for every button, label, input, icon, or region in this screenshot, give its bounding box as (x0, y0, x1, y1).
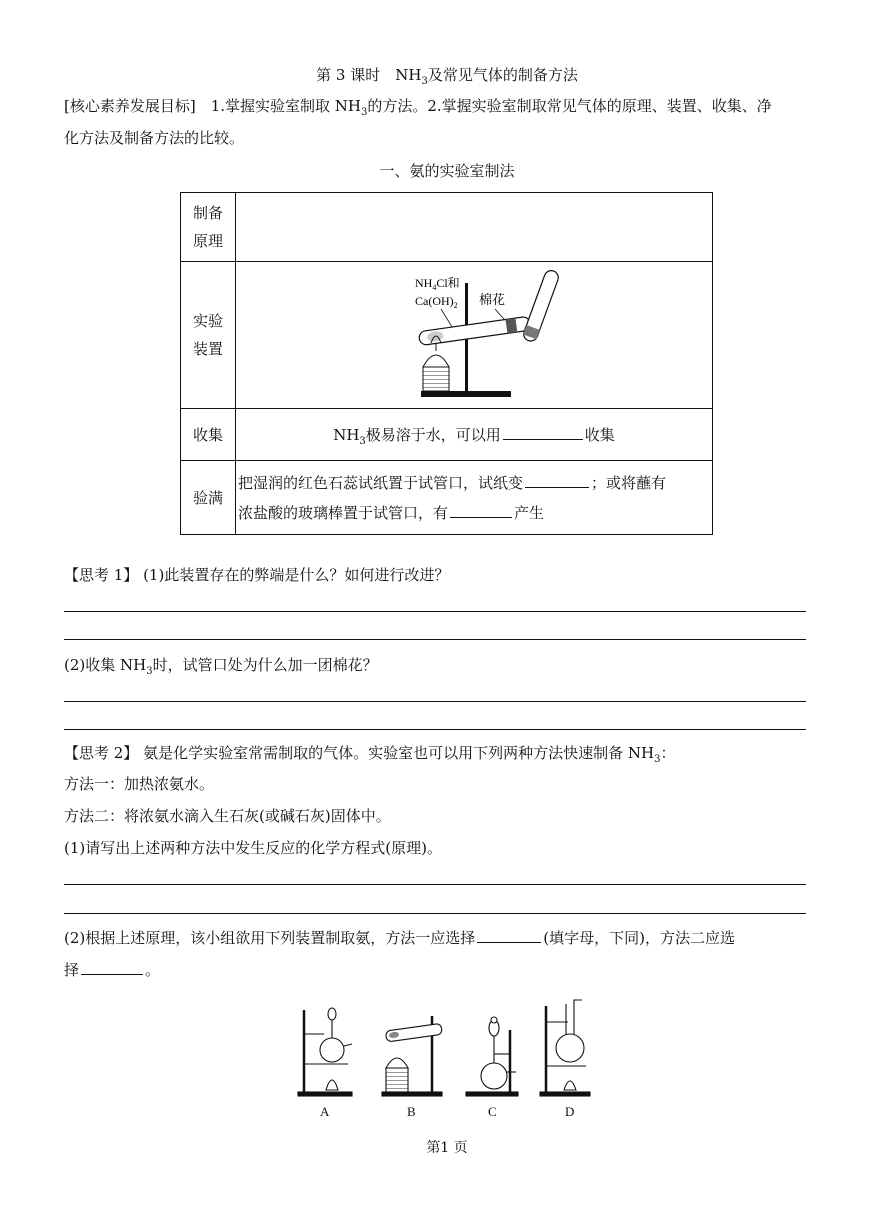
collection-tube (522, 269, 560, 343)
apparatus-options-figure (290, 992, 610, 1122)
goals-line-2: 化方法及制备方法的比较。 (64, 129, 245, 147)
row-header-principle: 制备 原理 (181, 193, 236, 262)
apparatus-c (466, 1017, 518, 1096)
goals-line-1: [核心素养发展目标] 1.掌握实验室制取 $NH_3$的方法。2.掌握实验室制取常见气体的原理、装置、收集、净 (64, 97, 772, 118)
answer-line[interactable] (64, 913, 806, 914)
answer-line[interactable] (64, 639, 806, 640)
table-row-apparatus (181, 262, 713, 409)
table-row-collect (181, 409, 713, 461)
row-header-check: 验满 (181, 461, 236, 535)
think1-q1: 【思考 1】 (1)此装置存在的弊端是什么？如何进行改进？ (64, 566, 450, 584)
page-number: 第1 页 (426, 1140, 468, 1156)
think2-intro: 【思考 2】 氨是化学实验室常需制取的气体。实验室也可以用下列两种方法快速制备 $NH_3$： (64, 744, 676, 765)
label-d: D (565, 1104, 575, 1119)
answer-line[interactable] (64, 884, 806, 885)
lesson-title: 第 3 课时 $NH_3$及常见气体的制备方法 (316, 66, 578, 87)
row-header-apparatus: 实验 装置 (181, 262, 236, 409)
apparatus-a (298, 1008, 352, 1096)
ammonia-prep-table (180, 192, 713, 535)
ammonia-apparatus-figure (237, 263, 711, 407)
label-caoh2: $Ca(OH)_2$ (415, 294, 458, 310)
apparatus-cell (236, 262, 713, 409)
answer-line[interactable] (64, 611, 806, 612)
method2-blank[interactable] (81, 958, 143, 975)
think2-q1: (1)请写出上述两种方法中发生反应的化学方程式(原理)。 (64, 839, 442, 857)
think2-q2-line2: 择 。 (64, 958, 160, 981)
table-row-check (181, 461, 713, 535)
apparatus-b (382, 1016, 442, 1096)
answer-line[interactable] (64, 701, 806, 702)
think2-q2-line1: (2)根据上述原理，该小组欲用下列装置制取氨，方法一应选择 (填字母，下同)，方法二应选 (64, 926, 735, 949)
apparatus-d (540, 1000, 590, 1096)
label-b: B (407, 1104, 416, 1119)
wood-block (423, 367, 449, 391)
answer-line[interactable] (64, 729, 806, 730)
table-row-principle (181, 193, 713, 262)
collect-cell: $NH_3$极易溶于水，可以用 收集 (236, 409, 713, 461)
color-blank[interactable] (525, 471, 589, 488)
method1-blank[interactable] (477, 926, 541, 943)
label-c: C (488, 1104, 497, 1119)
think1-q2: (2)收集 $NH_3$时，试管口处为什么加一团棉花？ (64, 656, 378, 677)
label-cotton: 棉花 (479, 292, 506, 307)
collect-blank[interactable] (503, 423, 583, 440)
method-2: 方法二：将浓氨水滴入生石灰(或碱石灰)固体中。 (64, 807, 391, 825)
label-nh4cl: $NH_4Cl$和 (415, 276, 460, 292)
phenomenon-blank[interactable] (450, 501, 512, 518)
method-1: 方法一：加热浓氨水。 (64, 775, 215, 793)
row-header-collect: 收集 (181, 409, 236, 461)
test-tube (418, 316, 531, 345)
alcohol-lamp (423, 355, 449, 367)
label-a: A (320, 1104, 330, 1119)
check-cell: 把湿润的红色石蕊试纸置于试管口，试纸变 ；或将蘸有 浓盐酸的玻璃棒置于试管口，有 产生 (236, 461, 713, 535)
principle-cell (236, 193, 713, 262)
section-heading: 一、氨的实验室制法 (379, 162, 515, 180)
